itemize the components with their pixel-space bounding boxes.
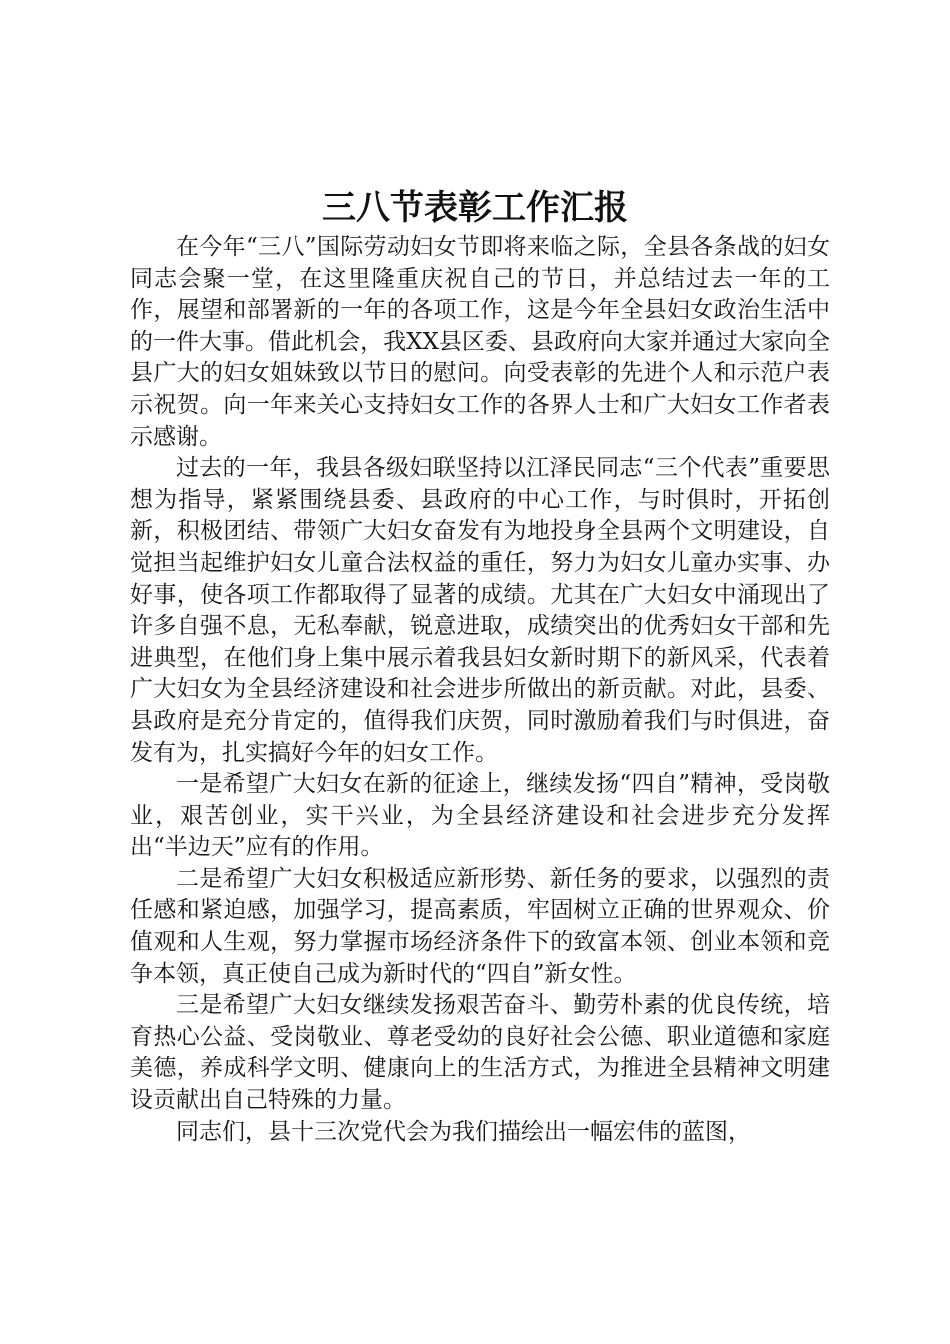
paragraph-hope-three: 三是希望广大妇女继续发扬艰苦奋斗、勤劳朴素的优良传统，培育热心公益、受岗敬业、尊老受幼的良好社会公德、职业道德和家庭美德，养成科学文明、健康向上的生活方式，为推进全县精神文明建设贡献出自己特殊的力量。 (130, 992, 830, 1114)
document-title: 三八节表彰工作汇报 (322, 188, 628, 228)
paragraph-hope-two: 二是希望广大妇女积极适应新形势、新任务的要求，以强烈的责任感和紧迫感，加强学习，提高素质，牢固树立正确的世界观众、价值观和人生观，努力掌握市场经济条件下的致富本领、创业本领和竞争本领，真正使自己成为新时代的“四自”新女性。 (130, 865, 830, 987)
paragraph-greeting: 在今年“三八”国际劳动妇女节即将来临之际，全县各条战的妇女同志会聚一堂，在这里隆重庆祝自己的节日，并总结过去一年的工作，展望和部署新的一年的各项工作，这是今年全县妇女政治生活中的一件大事。借此机会，我XX县区委、县政府向大家并通过大家向全县广大的妇女姐妹致以节日的慰问。向受表彰的先进个人和示范户表示祝贺。向一年来关心支持妇女工作的各界人士和广大妇女工作者表示感谢。 (130, 234, 830, 450)
paragraph-closing: 同志们，县十三次党代会为我们描绘出一幅宏伟的蓝图， (176, 1118, 751, 1145)
document-body (130, 232, 830, 1148)
paragraph-hope-one: 一是希望广大妇女在新的征途上，继续发扬“四自”精神，受岗敬业，艰苦创业，实干兴业，为全县经济建设和社会进步充分发挥出“半边天”应有的作用。 (130, 771, 830, 861)
paragraph-review: 过去的一年，我县各级妇联坚持以江泽民同志“三个代表”重要思想为指导，紧紧围绕县委、县政府的中心工作，与时俱时，开拓创新，积极团结、带领广大妇女奋发有为地投身全县两个文明建设，自觉担当起维护妇女儿童合法权益的重任，努力为妇女儿童办实事、办好事，使各项工作都取得了显著的成绩。尤其在广大妇女中涌现出了许多自强不息，无私奉献，锐意进取，成绩突出的优秀妇女干部和先进典型，在他们身上集中展示着我县妇女新时期下的新风采，代表着广大妇女为全县经济建设和社会进步所做出的新贡献。对此，县委、县政府是充分肯定的，值得我们庆贺，同时激励着我们与时俱进，奋发有为，扎实搞好今年的妇女工作。 (130, 455, 830, 766)
